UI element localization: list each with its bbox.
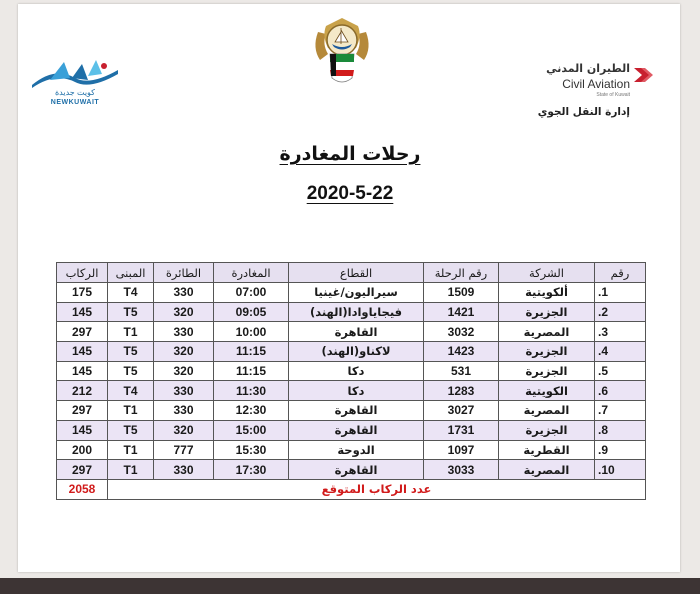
department-name: إدارة النقل الجوي <box>537 106 630 118</box>
airline-cell: المصرية <box>499 460 595 480</box>
col-header-number: رقم <box>595 263 646 283</box>
table-row <box>57 322 646 342</box>
departure-time-cell: 15:00 <box>214 420 289 440</box>
terminal-cell: T5 <box>108 342 154 362</box>
flight-number-cell: 1421 <box>424 302 499 322</box>
col-header-airline: الشركة <box>499 263 595 283</box>
departure-time-cell: 11:15 <box>214 342 289 362</box>
terminal-cell: T1 <box>108 440 154 460</box>
total-label: عدد الركاب المتوقع <box>108 479 646 499</box>
airline-cell: ألكويتية <box>499 283 595 303</box>
aircraft-cell: 320 <box>154 361 214 381</box>
newkuwait-logo <box>30 58 120 110</box>
aircraft-cell: 320 <box>154 302 214 322</box>
page-date-text: 2020-5-22 <box>306 183 394 204</box>
page-title-text: رحلات المغادرة <box>279 143 421 165</box>
airline-cell: المصرية <box>499 401 595 421</box>
civil-aviation-subtitle: State of Kuwait <box>596 92 630 98</box>
passengers-cell: 145 <box>57 361 108 381</box>
table-row <box>57 381 646 401</box>
passengers-cell: 297 <box>57 460 108 480</box>
passengers-cell: 212 <box>57 381 108 401</box>
departure-time-cell: 17:30 <box>214 460 289 480</box>
table-row <box>57 361 646 381</box>
row-number: 8. <box>595 420 646 440</box>
civil-aviation-chevron-icon <box>632 64 654 86</box>
newkuwait-english: NEWKUWAIT <box>50 99 100 106</box>
terminal-cell: T4 <box>108 381 154 401</box>
sector-cell: دكا <box>289 361 424 381</box>
passengers-cell: 297 <box>57 401 108 421</box>
table-row <box>57 342 646 362</box>
state-emblem <box>308 14 376 88</box>
flight-number-cell: 3027 <box>424 401 499 421</box>
page-date <box>0 183 700 205</box>
passengers-cell: 145 <box>57 420 108 440</box>
airline-cell: الكويتية <box>499 381 595 401</box>
newkuwait-logo-icon <box>30 58 120 88</box>
departures-table <box>56 262 646 500</box>
passengers-cell: 297 <box>57 322 108 342</box>
bottom-bar <box>0 578 700 594</box>
col-header-passengers: الركاب <box>57 263 108 283</box>
aircraft-cell: 320 <box>154 420 214 440</box>
row-number: 4. <box>595 342 646 362</box>
aircraft-cell: 330 <box>154 283 214 303</box>
airline-cell: الجزيرة <box>499 302 595 322</box>
passengers-cell: 200 <box>57 440 108 460</box>
row-number: 6. <box>595 381 646 401</box>
sector-cell: سيراليون/غينيا <box>289 283 424 303</box>
terminal-cell: T1 <box>108 401 154 421</box>
row-number: 1. <box>595 283 646 303</box>
table-row <box>57 440 646 460</box>
row-number: 10. <box>595 460 646 480</box>
row-number: 9. <box>595 440 646 460</box>
table-row <box>57 420 646 440</box>
passengers-cell: 145 <box>57 302 108 322</box>
flight-number-cell: 3033 <box>424 460 499 480</box>
flight-number-cell: 3032 <box>424 322 499 342</box>
sector-cell: القاهرة <box>289 322 424 342</box>
col-header-departure: المغادرة <box>214 263 289 283</box>
airline-cell: الجزيرة <box>499 361 595 381</box>
flight-number-cell: 1731 <box>424 420 499 440</box>
airline-cell: الجزيرة <box>499 342 595 362</box>
sector-cell: القاهرة <box>289 460 424 480</box>
departure-time-cell: 11:30 <box>214 381 289 401</box>
civil-aviation-english: Civil Aviation <box>562 77 630 91</box>
total-passengers: 2058 <box>57 479 108 499</box>
passengers-cell: 175 <box>57 283 108 303</box>
passengers-cell: 145 <box>57 342 108 362</box>
terminal-cell: T5 <box>108 302 154 322</box>
table-body <box>57 283 646 500</box>
departure-time-cell: 09:05 <box>214 302 289 322</box>
aircraft-cell: 777 <box>154 440 214 460</box>
civil-aviation-logo <box>537 62 658 124</box>
flight-number-cell: 1423 <box>424 342 499 362</box>
flight-number-cell: 1283 <box>424 381 499 401</box>
terminal-cell: T1 <box>108 460 154 480</box>
airline-cell: القطرية <box>499 440 595 460</box>
airline-cell: الجزيرة <box>499 420 595 440</box>
row-number: 5. <box>595 361 646 381</box>
table-row <box>57 302 646 322</box>
row-number: 3. <box>595 322 646 342</box>
flight-number-cell: 1097 <box>424 440 499 460</box>
col-header-flight: رقم الرحلة <box>424 263 499 283</box>
departure-time-cell: 07:00 <box>214 283 289 303</box>
terminal-cell: T4 <box>108 283 154 303</box>
terminal-cell: T5 <box>108 361 154 381</box>
table-header-row <box>57 263 646 283</box>
civil-aviation-arabic: الطيران المدني <box>546 62 630 75</box>
airline-cell: المصرية <box>499 322 595 342</box>
sector-cell: لاكناو(الهند) <box>289 342 424 362</box>
aircraft-cell: 330 <box>154 381 214 401</box>
flight-number-cell: 1509 <box>424 283 499 303</box>
col-header-terminal: المبنى <box>108 263 154 283</box>
departure-time-cell: 11:15 <box>214 361 289 381</box>
table-row <box>57 460 646 480</box>
sector-cell: دكا <box>289 381 424 401</box>
table-row <box>57 401 646 421</box>
sector-cell: القاهرة <box>289 401 424 421</box>
sector-cell: الدوحة <box>289 440 424 460</box>
col-header-aircraft: الطائرة <box>154 263 214 283</box>
departure-time-cell: 12:30 <box>214 401 289 421</box>
terminal-cell: T5 <box>108 420 154 440</box>
row-number: 2. <box>595 302 646 322</box>
sector-cell: فيجاياوادا(الهند) <box>289 302 424 322</box>
total-row <box>57 479 646 499</box>
terminal-cell: T1 <box>108 322 154 342</box>
col-header-sector: القطاع <box>289 263 424 283</box>
flight-number-cell: 531 <box>424 361 499 381</box>
departure-time-cell: 15:30 <box>214 440 289 460</box>
sector-cell: القاهرة <box>289 420 424 440</box>
kuwait-emblem-icon <box>308 14 376 88</box>
newkuwait-arabic: كويت جديدة <box>54 88 95 97</box>
aircraft-cell: 330 <box>154 401 214 421</box>
aircraft-cell: 330 <box>154 322 214 342</box>
aircraft-cell: 330 <box>154 460 214 480</box>
table-row <box>57 283 646 303</box>
row-number: 7. <box>595 401 646 421</box>
departure-time-cell: 10:00 <box>214 322 289 342</box>
page-title <box>0 143 700 165</box>
aircraft-cell: 320 <box>154 342 214 362</box>
